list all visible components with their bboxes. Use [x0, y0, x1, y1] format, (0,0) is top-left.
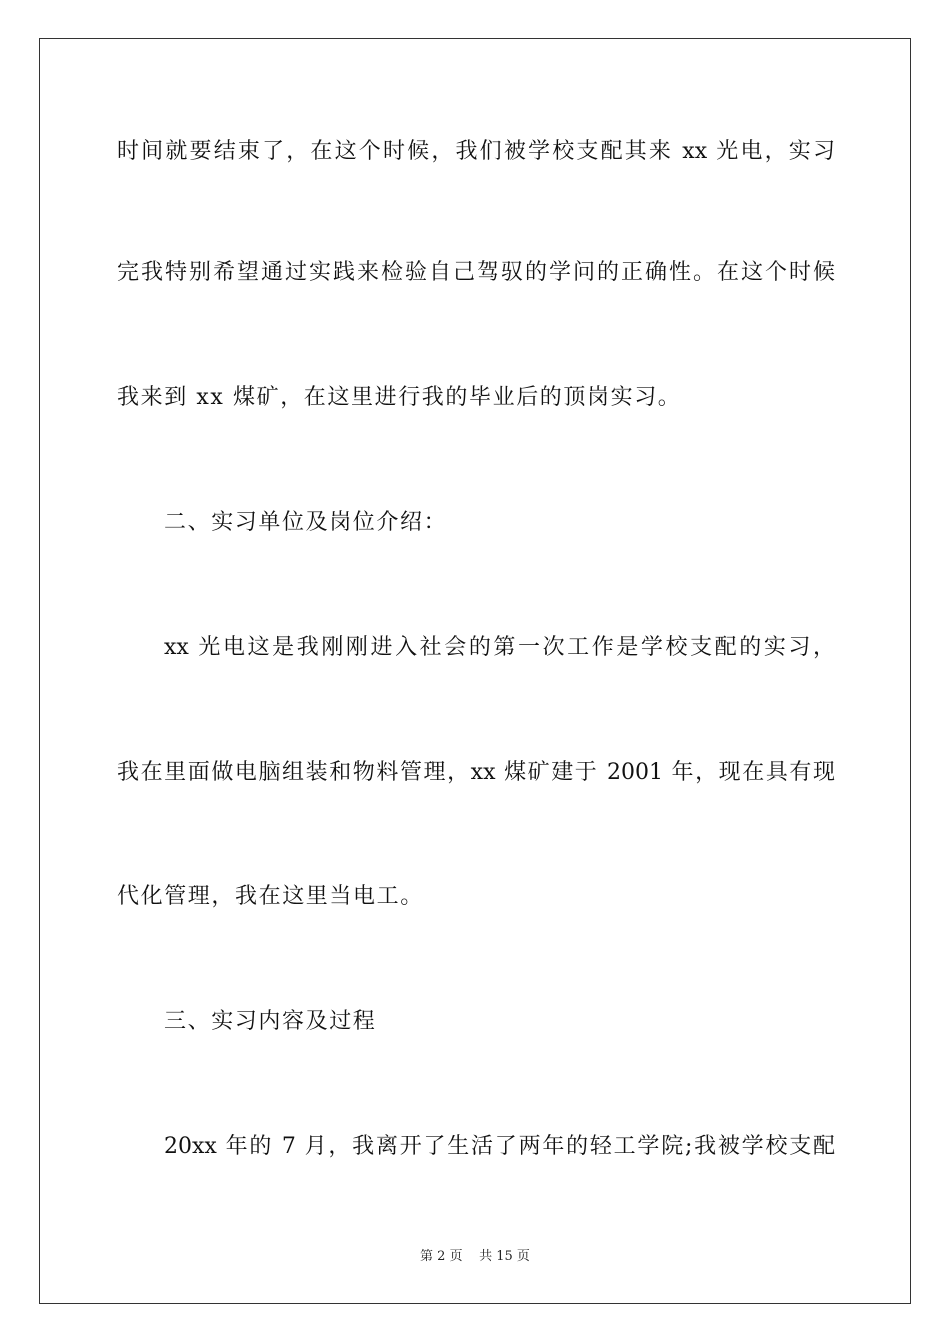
- section2-line-2: 我在里面做电脑组装和物料管理，xx 煤矿建于 2001 年，现在具有现: [117, 760, 835, 785]
- body-line-2: 完我特别希望通过实践来检验自己驾驭的学问的正确性。在这个时候: [117, 260, 835, 285]
- page-total: 共 15 页: [479, 1249, 530, 1264]
- body-line-1: 时间就要结束了，在这个时候，我们被学校支配其来 xx 光电，实习: [117, 139, 835, 164]
- page-footer: [0, 1248, 950, 1266]
- section2-line-1: xx 光电这是我刚刚进入社会的第一次工作是学校支配的实习，: [164, 635, 835, 660]
- page-number: 第 2 页: [420, 1249, 463, 1264]
- section-heading-2: 二、实习单位及岗位介绍：: [164, 510, 448, 535]
- section2-line-3: 代化管理，我在这里当电工。: [117, 884, 424, 909]
- section3-line-1: 20xx 年的 7 月，我离开了生活了两年的轻工学院;我被学校支配: [164, 1134, 835, 1159]
- page-border: [39, 38, 911, 1304]
- body-line-3: 我来到 xx 煤矿，在这里进行我的毕业后的顶岗实习。: [117, 385, 682, 410]
- section-heading-3: 三、实习内容及过程: [164, 1009, 377, 1034]
